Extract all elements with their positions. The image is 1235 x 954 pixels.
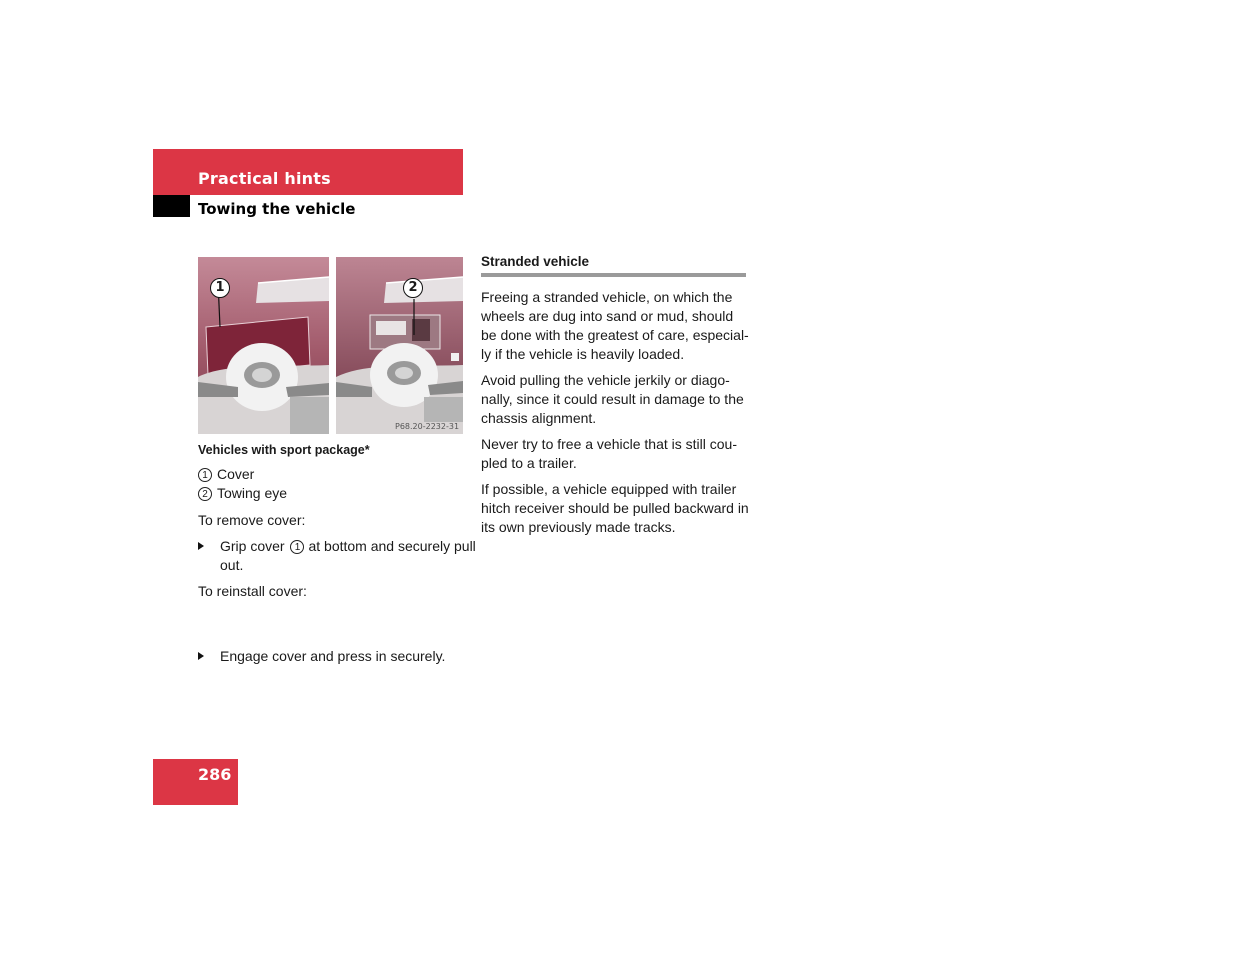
section-title: Practical hints xyxy=(198,169,331,188)
reinstall-cover-step xyxy=(198,647,490,666)
step-text: Engage cover and press in securely. xyxy=(220,648,446,664)
number-circle-icon: 1 xyxy=(290,540,304,554)
remove-cover-label: To remove cover: xyxy=(198,512,306,528)
figure-caption: Vehicles with sport package* xyxy=(198,443,370,457)
number-circle-icon: 1 xyxy=(198,468,212,482)
paragraph: If possible, a vehicle equipped with trailer hitch receiver should be pulled backward in its own previously made tracks. xyxy=(481,481,749,535)
callout-1-icon: 1 xyxy=(210,278,230,298)
number-circle-icon: 2 xyxy=(198,487,212,501)
legend-list xyxy=(198,465,287,503)
subsection-marker xyxy=(153,195,190,217)
legend-item xyxy=(198,484,287,503)
heading-rule xyxy=(481,273,746,277)
bumper-cover-photo xyxy=(198,257,329,434)
step-text: Grip cover xyxy=(220,538,285,554)
legend-label: Cover xyxy=(217,466,255,482)
page-number: 286 xyxy=(198,765,232,784)
remove-cover-step xyxy=(198,537,490,575)
callout-2-icon: 2 xyxy=(403,278,423,298)
towing-eye-photo xyxy=(336,257,463,434)
legend-label: Towing eye xyxy=(217,485,288,501)
figure-code: P68.20-2232-31 xyxy=(395,422,460,431)
page-title: Towing the vehicle xyxy=(198,200,356,218)
step-text: at bottom and securely pull out. xyxy=(220,538,476,573)
paragraph: Avoid pulling the vehicle jerkily or diago-nally, since it could result in damage to the chassis alignment. xyxy=(481,372,744,426)
bullet-arrow-icon xyxy=(198,652,204,660)
paragraph: Never try to free a vehicle that is still cou-pled to a trailer. xyxy=(481,436,737,471)
stranded-vehicle-heading: Stranded vehicle xyxy=(481,254,590,269)
legend-item xyxy=(198,465,287,484)
bullet-arrow-icon xyxy=(198,542,204,550)
paragraph: Freeing a stranded vehicle, on which the wheels are dug into sand or mud, should be done with the greatest of care, especial-ly if the vehicle is heavily loaded. xyxy=(481,289,749,362)
reinstall-cover-label: To reinstall cover: xyxy=(198,583,307,599)
